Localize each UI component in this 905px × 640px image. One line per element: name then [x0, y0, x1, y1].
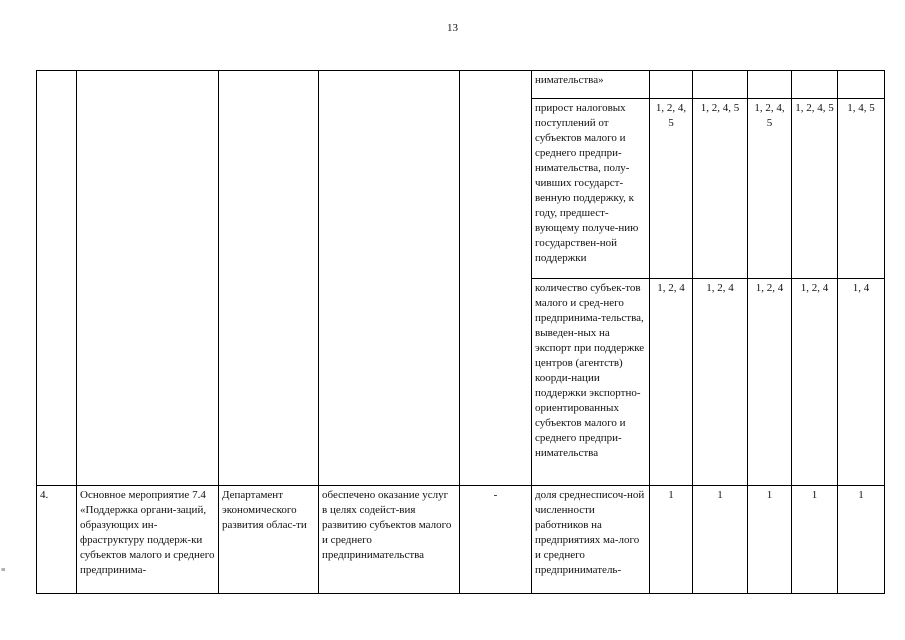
page-number: 13: [447, 22, 458, 34]
table-row: [37, 71, 885, 99]
value-cell: [650, 71, 693, 99]
value-cell: 1: [792, 486, 838, 594]
value-cell: [838, 71, 885, 99]
value-cell: [693, 71, 748, 99]
table-row: [37, 486, 885, 594]
value-cell: 1, 2, 4: [693, 279, 748, 486]
value-cell: 1, 2, 4: [650, 279, 693, 486]
cell-dash-continued: [460, 71, 532, 486]
indicator-text: количество субъек-тов малого и сред-него предпринима-тельства, выведен-ных на экспорт при поддержке центров (агентств) коорди-нации поддержки экспортно-ориентированных субъектов малого и среднего предпри-нимательства: [532, 279, 650, 486]
value-cell: 1, 2, 4, 5: [792, 99, 838, 279]
executor: Департамент экономического развития облас-ти: [219, 486, 319, 594]
value-cell: 1, 2, 4: [748, 279, 792, 486]
value-cell: [748, 71, 792, 99]
cell-measure-continued: [77, 71, 219, 486]
dash-cell: -: [460, 486, 532, 594]
cell-executor-continued: [219, 71, 319, 486]
value-cell: 1, 4, 5: [838, 99, 885, 279]
indicator-text: прирост налоговых поступлений от субъектов малого и среднего предпри-нимательства, полу-чивших государст-венную поддержку, к году, предшест-вующему получе-нию государствен-ной поддержки: [532, 99, 650, 279]
value-cell: 1, 2, 4, 5: [650, 99, 693, 279]
indicator-text: доля среднесписоч-ной численности работников на предприятиях ма-лого и среднего предприниматель-: [532, 486, 650, 594]
value-cell: 1: [748, 486, 792, 594]
value-cell: 1: [693, 486, 748, 594]
value-cell: 1: [650, 486, 693, 594]
program-measures-table: [36, 70, 885, 594]
cell-number-continued: [37, 71, 77, 486]
scan-margin-mark: ≡: [1, 565, 6, 574]
measure-name: Основное мероприятие 7.4 «Поддержка органи-заций, образующих ин-фраструктуру поддерж-ки субъектов малого и среднего предпринима-: [77, 486, 219, 594]
expected-result: обеспечено оказание услуг в целях содейст-вия развитию субъектов малого и среднего предпринимательства: [319, 486, 460, 594]
value-cell: 1, 4: [838, 279, 885, 486]
value-cell: 1, 2, 4, 5: [748, 99, 792, 279]
value-cell: 1, 2, 4: [792, 279, 838, 486]
value-cell: 1, 2, 4, 5: [693, 99, 748, 279]
value-cell: 1: [838, 486, 885, 594]
measure-number: 4.: [37, 486, 77, 594]
indicator-text-continued: нимательства»: [532, 71, 650, 99]
value-cell: [792, 71, 838, 99]
cell-result-continued: [319, 71, 460, 486]
